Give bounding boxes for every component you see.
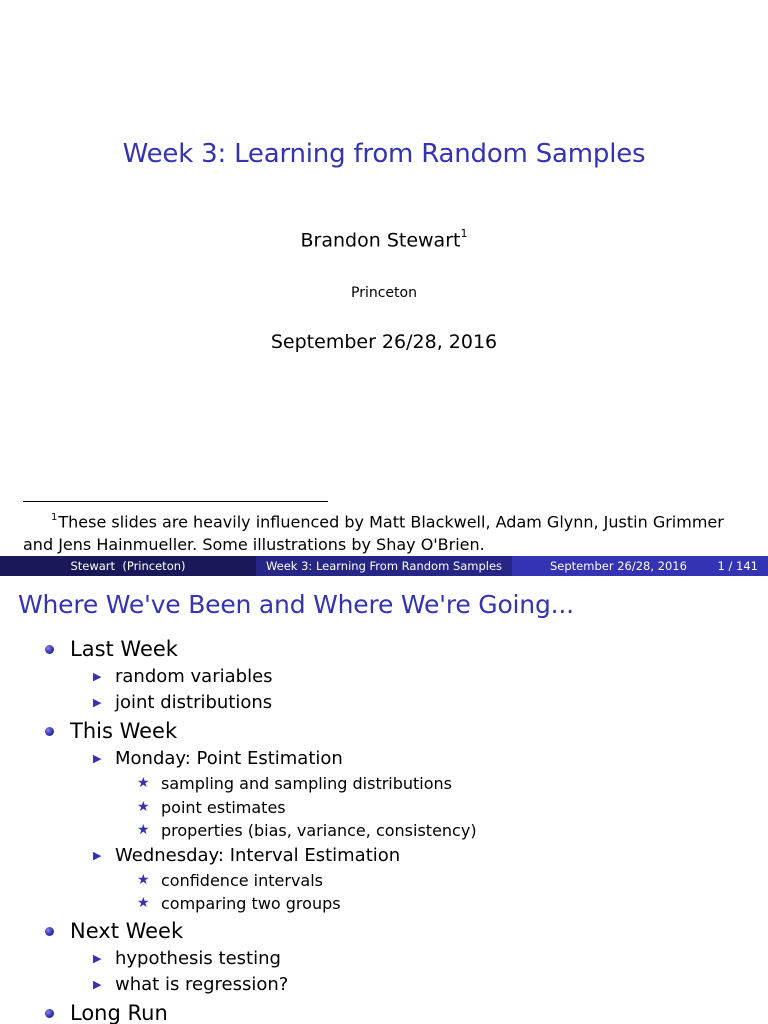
triangle-bullet-icon: ▶ — [93, 848, 102, 862]
sub-item — [70, 690, 477, 716]
frame-title: Where We've Been and Where We're Going... — [18, 590, 574, 619]
ball-bullet-icon — [45, 645, 54, 654]
footnote-text-1: These slides are heavily influenced by Matt Blackwell, Adam Glynn, Justin Grimmer — [58, 512, 724, 532]
footnote-rule — [23, 501, 328, 502]
sub-sub-list — [115, 869, 477, 916]
footer-page-number: 1 / 141 — [717, 559, 758, 573]
author-name: Brandon Stewart — [300, 229, 461, 252]
outline-item — [0, 634, 477, 716]
institute: Princeton — [351, 285, 417, 301]
sub-sub-item — [115, 819, 477, 843]
sub-item-label: hypothesis testing — [115, 947, 281, 969]
sub-item-label: what is regression? — [115, 973, 289, 995]
sub-sub-item-label: sampling and sampling distributions — [161, 774, 453, 793]
triangle-bullet-icon: ▶ — [93, 670, 102, 683]
sub-list — [70, 946, 477, 998]
star-bullet-icon: ★ — [137, 775, 150, 791]
sub-sub-item-label: confidence intervals — [161, 870, 324, 890]
presentation-title: Week 3: Learning from Random Samples — [122, 139, 646, 169]
footer-title — [256, 556, 512, 576]
sub-sub-item — [115, 869, 477, 893]
footer-author-text: Stewart (Princeton) — [70, 559, 186, 573]
star-bullet-icon: ★ — [137, 871, 150, 888]
footnote-text-2: and Jens Hainmueller. Some illustrations by Shay O'Brien. — [23, 535, 485, 555]
sub-list — [70, 746, 477, 916]
footnote-mark: 1 — [51, 512, 58, 523]
outline-item — [0, 998, 477, 1024]
footer-date: September 26/28, 2016 — [550, 559, 687, 573]
footnote — [23, 507, 758, 556]
sub-item-label: random variables — [115, 666, 273, 687]
footnote-line-1 — [23, 507, 758, 533]
sub-sub-item-label: comparing two groups — [161, 894, 341, 913]
outline-item-label: Long Run — [70, 1000, 168, 1024]
sub-item — [70, 843, 477, 916]
author-line — [0, 229, 768, 251]
triangle-bullet-icon: ▶ — [93, 696, 102, 709]
footer-author — [0, 556, 256, 576]
sub-sub-item-label: properties (bias, variance, consistency) — [161, 821, 477, 840]
sub-sub-item — [115, 892, 477, 916]
sub-item — [70, 972, 477, 998]
sub-item-label: Wednesday: Interval Estimation — [115, 844, 401, 866]
star-bullet-icon: ★ — [137, 798, 150, 815]
star-bullet-icon: ★ — [137, 895, 150, 911]
sub-list — [70, 664, 477, 716]
triangle-bullet-icon: ▶ — [93, 951, 102, 965]
outline-list — [0, 634, 477, 1024]
star-bullet-icon: ★ — [137, 822, 150, 838]
outline-item-label: This Week — [70, 719, 178, 743]
outline-item — [0, 716, 477, 916]
sub-item — [70, 664, 477, 690]
sub-item-label: Monday: Point Estimation — [115, 748, 343, 769]
sub-sub-list — [115, 772, 477, 843]
ball-bullet-icon — [45, 927, 54, 936]
outline-item-label: Last Week — [70, 637, 178, 661]
sub-item — [70, 746, 477, 843]
sub-item-label: joint distributions — [115, 692, 273, 713]
sub-item — [70, 946, 477, 972]
footer-title-text: Week 3: Learning From Random Samples — [265, 559, 503, 573]
outline-item — [0, 916, 477, 998]
triangle-bullet-icon: ▶ — [93, 977, 102, 991]
sub-sub-item — [115, 772, 477, 796]
triangle-bullet-icon: ▶ — [93, 752, 102, 765]
ball-bullet-icon — [45, 727, 54, 736]
slide-footer — [0, 556, 768, 576]
footer-date-page — [512, 556, 768, 576]
ball-bullet-icon — [45, 1009, 54, 1018]
outline-item-label: Next Week — [70, 918, 184, 943]
sub-sub-item-label: point estimates — [161, 797, 286, 817]
sub-sub-item — [115, 796, 477, 820]
presentation-date: September 26/28, 2016 — [270, 331, 498, 353]
outline-slide — [0, 576, 768, 1024]
author-footnote-mark: 1 — [460, 227, 468, 240]
